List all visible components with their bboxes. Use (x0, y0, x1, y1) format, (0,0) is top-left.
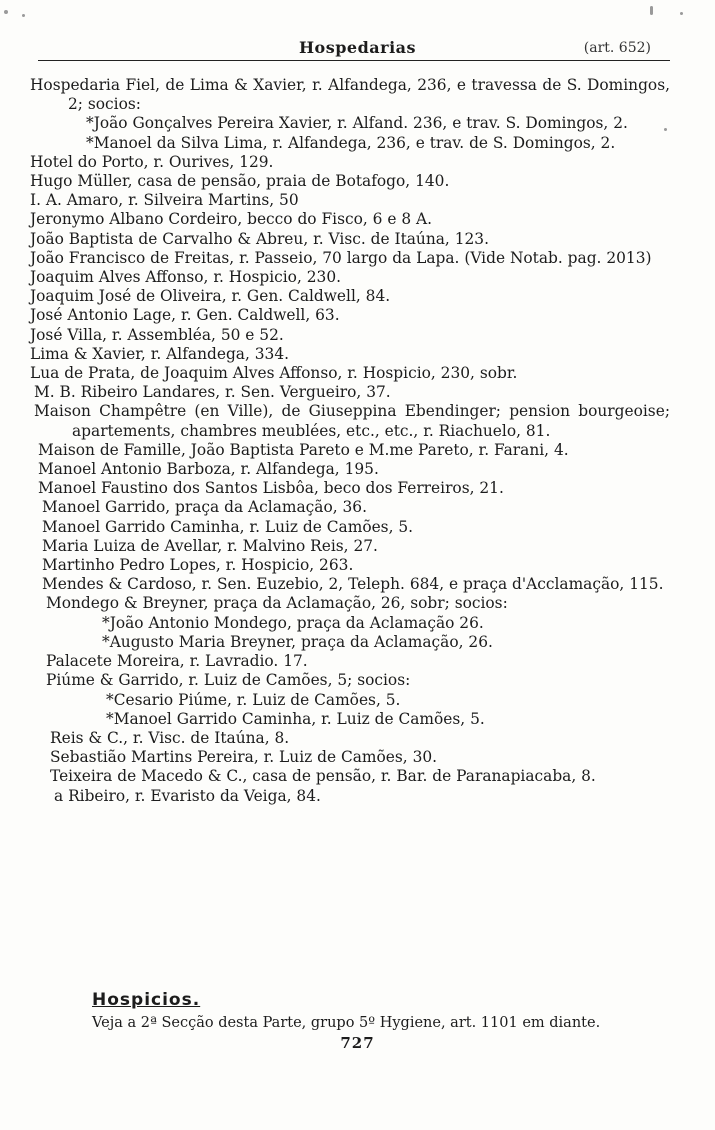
entry-address: , r. Luiz de Camões, 5. (311, 709, 485, 728)
entry-address: , r. Assembléa, 50 e 52. (102, 325, 284, 344)
entry-name: Hugo Müller (30, 172, 128, 191)
entry-address: a Ribeiro, r. Evaristo da Veiga, 84. (54, 786, 321, 805)
entry-address: , de Joaquim Alves Affonso, r. Hospicio, 230, sobr. (130, 364, 518, 383)
entry-address: , becco do Fisco, 6 e 8 A. (237, 210, 433, 229)
directory-entry (30, 345, 670, 364)
directory-entry (50, 729, 670, 748)
entry-name: *João Gonçalves Pereira Xavier (86, 114, 328, 133)
entry-address: , r. Malvino Reis, 27. (217, 536, 378, 555)
entry-address: , r. Hospicio, 263. (215, 556, 354, 575)
entry-name: Manoel Antonio Barboza (38, 460, 231, 479)
directory-entry (34, 402, 670, 440)
entry-name: José Antonio Lage (30, 306, 172, 325)
socio-entry (30, 114, 670, 133)
entry-name: Manoel Faustino dos Santos Lisbôa (38, 479, 314, 498)
entry-address: , r. Luiz de Camões, 30. (253, 748, 438, 767)
entry-address: , praça da Aclamação, 26, sobr; socios: (203, 594, 508, 613)
entry-name: Mondego & Breyner (46, 594, 204, 613)
entry-name: Lua de Prata (30, 364, 131, 383)
directory-entry (46, 671, 670, 690)
entry-address: , r. Alfandega, 236, e trav. de S. Domingos, 2. (262, 133, 616, 152)
page-title: Hospedarias (298, 38, 417, 57)
entry-name: *Cesario Piúme (106, 690, 227, 709)
entry-name: M. B. Ribeiro Landares (34, 383, 216, 402)
entry-name: Piúme & Garrido (46, 671, 179, 690)
ink-speck (22, 14, 25, 17)
entry-name: João Francisco de Freitas (30, 248, 230, 267)
entry-name: Lima & Xavier (30, 344, 141, 363)
entry-name: João Baptista de Carvalho & Abreu (30, 229, 304, 248)
directory-entry (42, 518, 670, 537)
directory-entry (30, 306, 670, 325)
entry-address: , r. Ourives, 129. (143, 152, 274, 171)
directory-entry (38, 479, 670, 498)
entry-address: , beco dos Ferreiros, 21. (313, 479, 504, 498)
directory-entry (30, 326, 670, 345)
entry-address: , r. Visc. de Itaúna, 8. (123, 728, 290, 747)
entry-address: , r. Luiz de Camões, 5. (239, 517, 414, 536)
section-heading: Hospicios. (92, 990, 201, 1010)
socio-entry (50, 691, 670, 710)
entry-name: Maison de Famille (38, 440, 181, 459)
socio-entry (46, 614, 670, 633)
entry-name: *João Antonio Mondego (102, 613, 287, 632)
entry-address: , João Baptista Pareto e M.me Pareto, r. Farani, 4. (180, 440, 569, 459)
entry-name: Teixeira de Macedo & C. (50, 767, 243, 786)
entry-address: , r. Alfandega, 334. (140, 344, 290, 363)
ink-speck (4, 10, 8, 14)
directory-entry (30, 191, 670, 210)
directory-entry (30, 76, 670, 114)
directory-entry (30, 230, 670, 249)
section-note: Veja a 2ª Secção desta Parte, grupo 5º Hygiene, art. 1101 em diante. (92, 1015, 601, 1031)
entry-address: , r. Passeio, 70 largo da Lapa. (Vide Notab. pag. 2013) (229, 248, 652, 267)
directory-entry (42, 498, 670, 517)
ink-speck (650, 6, 653, 15)
entry-name: Palacete Moreira (46, 652, 180, 671)
socio-entry (46, 633, 670, 652)
entry-address: , r. Alfandega, 195. (230, 460, 379, 479)
entry-name: Joaquim Alves Affonso (30, 268, 204, 287)
article-reference: (art. 652) (583, 40, 651, 56)
directory-entry (38, 460, 670, 479)
entry-address: , r. Silveira Martins, 50 (118, 191, 299, 210)
directory-entry (46, 652, 670, 671)
entry-name: Reis & C. (50, 728, 124, 747)
socio-entry (30, 134, 670, 153)
entry-address: , r. Gen. Caldwell, 84. (221, 287, 391, 306)
entry-address: , r. Luiz de Camões, 5. (226, 690, 401, 709)
entry-address: , r. Sen. Euzebio, 2, Teleph. 684, e praça d'Acclamação, 115. (191, 575, 664, 594)
directory-entry (30, 210, 670, 229)
entry-name: Manoel Garrido (42, 498, 166, 517)
entry-address: , r. Lavradio. 17. (179, 652, 308, 671)
directory-entry (50, 767, 670, 786)
entry-name: *Augusto Maria Breyner (102, 632, 292, 651)
directory-entry (30, 153, 670, 172)
entry-address: (en Ville), de Giuseppina Ebendinger; pension bourgeoise; apartements, chambres meublées, etc., etc., r. Riachuelo, 81. (72, 402, 670, 440)
running-header (0, 36, 715, 60)
entry-address: , praça da Aclamação 26. (286, 613, 484, 632)
directory-entry (30, 249, 670, 268)
entry-name: Manoel Garrido Caminha (42, 517, 240, 536)
directory-entry (30, 287, 670, 306)
entry-address: , r. Alfand. 236, e trav. S. Domingos, 2. (327, 114, 628, 133)
directory-entry (50, 748, 670, 767)
directory-entry (46, 594, 670, 613)
directory-entry (42, 556, 670, 575)
entry-name: *Manoel da Silva Lima (86, 133, 263, 152)
entry-name: José Villa (30, 325, 103, 344)
entry-address: , praça da Aclamação, 36. (165, 498, 367, 517)
socio-entry (50, 710, 670, 729)
entry-address: , r. Sen. Vergueiro, 37. (215, 383, 391, 402)
entry-name: Martinho Pedro Lopes (42, 556, 216, 575)
entry-address: , casa de pensão, r. Bar. de Paranapiacaba, 8. (242, 767, 596, 786)
entry-address: , r. Gen. Caldwell, 63. (171, 306, 340, 325)
directory-listing (30, 76, 670, 806)
header-rule (38, 60, 670, 61)
directory-entry (42, 575, 670, 594)
entry-address: , praça da Aclamação, 26. (291, 632, 493, 651)
entry-address: , casa de pensão, praia de Botafogo, 140. (127, 172, 450, 191)
entry-name: I. A. Amaro (30, 191, 119, 210)
directory-entry (34, 383, 670, 402)
directory-entry (54, 787, 670, 806)
entry-name: Jeronymo Albano Cordeiro (30, 210, 238, 229)
entry-address: , de Lima & Xavier, r. Alfandega, 236, e travessa de S. Domingos, 2; socios: (68, 76, 670, 114)
page-number: 727 (340, 1034, 375, 1052)
entry-name: Mendes & Cardoso (42, 575, 192, 594)
entry-address: , r. Luiz de Camões, 5; socios: (178, 671, 411, 690)
directory-entry (30, 364, 670, 383)
entry-name: Hospedaria Fiel (30, 76, 156, 94)
directory-entry (42, 537, 670, 556)
directory-entry (38, 441, 670, 460)
ink-speck (680, 12, 683, 15)
entry-name: Hotel do Porto (30, 152, 144, 171)
entry-name: Joaquim José de Oliveira (30, 287, 222, 306)
entry-address: , r. Hospicio, 230. (203, 268, 342, 287)
directory-entry (30, 172, 670, 191)
directory-entry (30, 268, 670, 287)
entry-name: Sebastião Martins Pereira (50, 748, 254, 767)
entry-address: , r. Visc. de Itaúna, 123. (303, 229, 489, 248)
entry-name: Maison Champêtre (34, 402, 187, 421)
entry-name: Maria Luiza de Avellar (42, 536, 218, 555)
entry-name: *Manoel Garrido Caminha (106, 709, 312, 728)
